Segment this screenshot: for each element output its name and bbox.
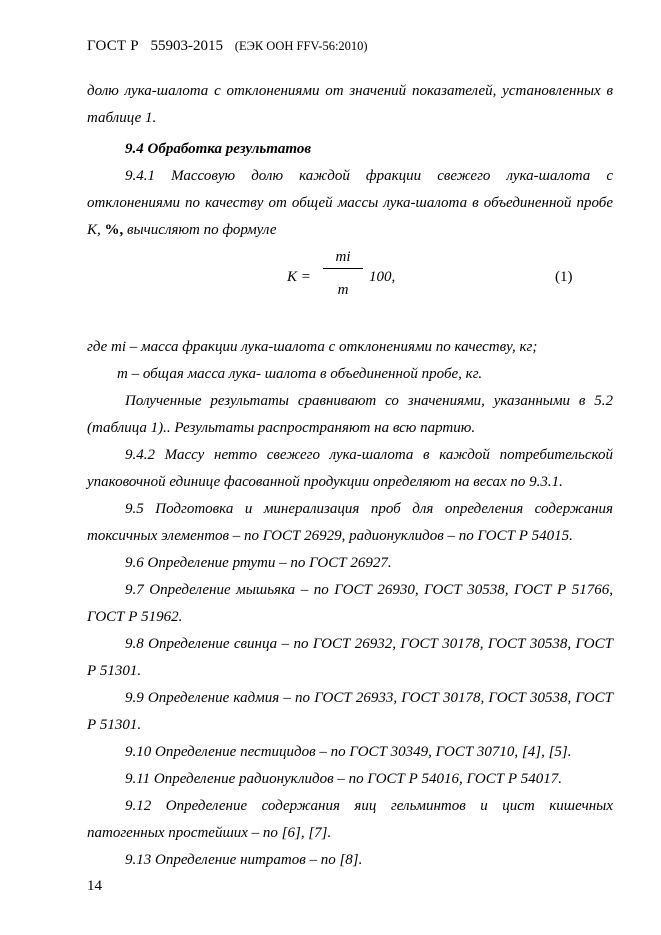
paragraph-9-8: 9.8 Определение свинца – по ГОСТ 26932, ГОСТ 30178, ГОСТ 30538, ГОСТ Р 51301.: [87, 636, 613, 679]
paragraph-9-12: 9.12 Определение содержания яиц гельминтов и цист кишечных патогенных простейших – по [6], [7].: [87, 798, 613, 841]
page-number: 14: [87, 878, 102, 894]
formula-denominator: m: [337, 282, 349, 298]
paragraph-results: Полученные результаты сравнивают со значениями, указанными в 5.2 (таблица 1).. Результаты распространяют на всю партию.: [87, 393, 613, 436]
formula-multiplier: 100,: [369, 269, 396, 285]
fraction-bar: [323, 268, 363, 269]
percent-unit: %,: [104, 222, 124, 238]
ece-reference: (ЕЭК ООН FFV-56:2010): [234, 39, 368, 53]
paragraph-9-10: 9.10 Определение пестицидов – по ГОСТ 30349, ГОСТ 30710, [4], [5].: [125, 744, 572, 760]
formula-number: (1): [555, 269, 573, 285]
paragraph-9-9: 9.9 Определение кадмия – по ГОСТ 26933, ГОСТ 30178, ГОСТ 30538, ГОСТ Р 51301.: [87, 690, 613, 733]
formula-numerator: mi: [335, 249, 351, 265]
paragraph-9-7: 9.7 Определение мышьяка – по ГОСТ 26930, ГОСТ 30538, ГОСТ Р 51766, ГОСТ Р 51962.: [87, 582, 613, 625]
formula-fraction: [319, 244, 367, 304]
paragraph-9-5: 9.5 Подготовка и минерализация проб для определения содержания токсичных элементов – по ГОСТ 26929, радионуклидов – по ГОСТ Р 54015.: [87, 501, 613, 544]
formula-lhs: К =: [287, 269, 311, 285]
formula-1: [87, 244, 613, 334]
section-heading-9-4: 9.4 Обработка результатов: [125, 141, 312, 157]
where-mi: где mi – масса фракции лука-шалота с отклонениями по качеству, кг;: [87, 339, 538, 355]
standard-label: ГОСТ Р: [87, 38, 139, 54]
document-body: [87, 78, 613, 874]
paragraph-9-4-1-text: 9.4.1 Массовую долю каждой фракции свежего лука-шалота с отклонениями по качеству от общей массы лука-шалота в объединенной пробе К,: [87, 168, 613, 238]
paragraph-9-4-1: [87, 163, 613, 244]
paragraph-9-6: 9.6 Определение ртути – по ГОСТ 26927.: [125, 555, 392, 571]
paragraph-9-11: 9.11 Определение радионуклидов – по ГОСТ Р 54016, ГОСТ Р 54017.: [125, 771, 562, 787]
document-header: [87, 38, 368, 55]
where-m: m – общая масса лука- шалота в объединенной пробе, кг.: [117, 366, 483, 382]
paragraph-9-4-1-tail: вычисляют по формуле: [126, 222, 277, 238]
paragraph-intro: долю лука-шалота с отклонениями от значений показателей, установленных в таблице 1.: [87, 83, 613, 126]
standard-number: 55903-2015: [150, 38, 224, 54]
paragraph-9-4-2: 9.4.2 Массу нетто свежего лука-шалота в каждой потребительской упаковочной единице фасованной продукции определяют на весах по 9.3.1.: [87, 447, 613, 490]
paragraph-9-13: 9.13 Определение нитратов – по [8].: [125, 852, 363, 868]
